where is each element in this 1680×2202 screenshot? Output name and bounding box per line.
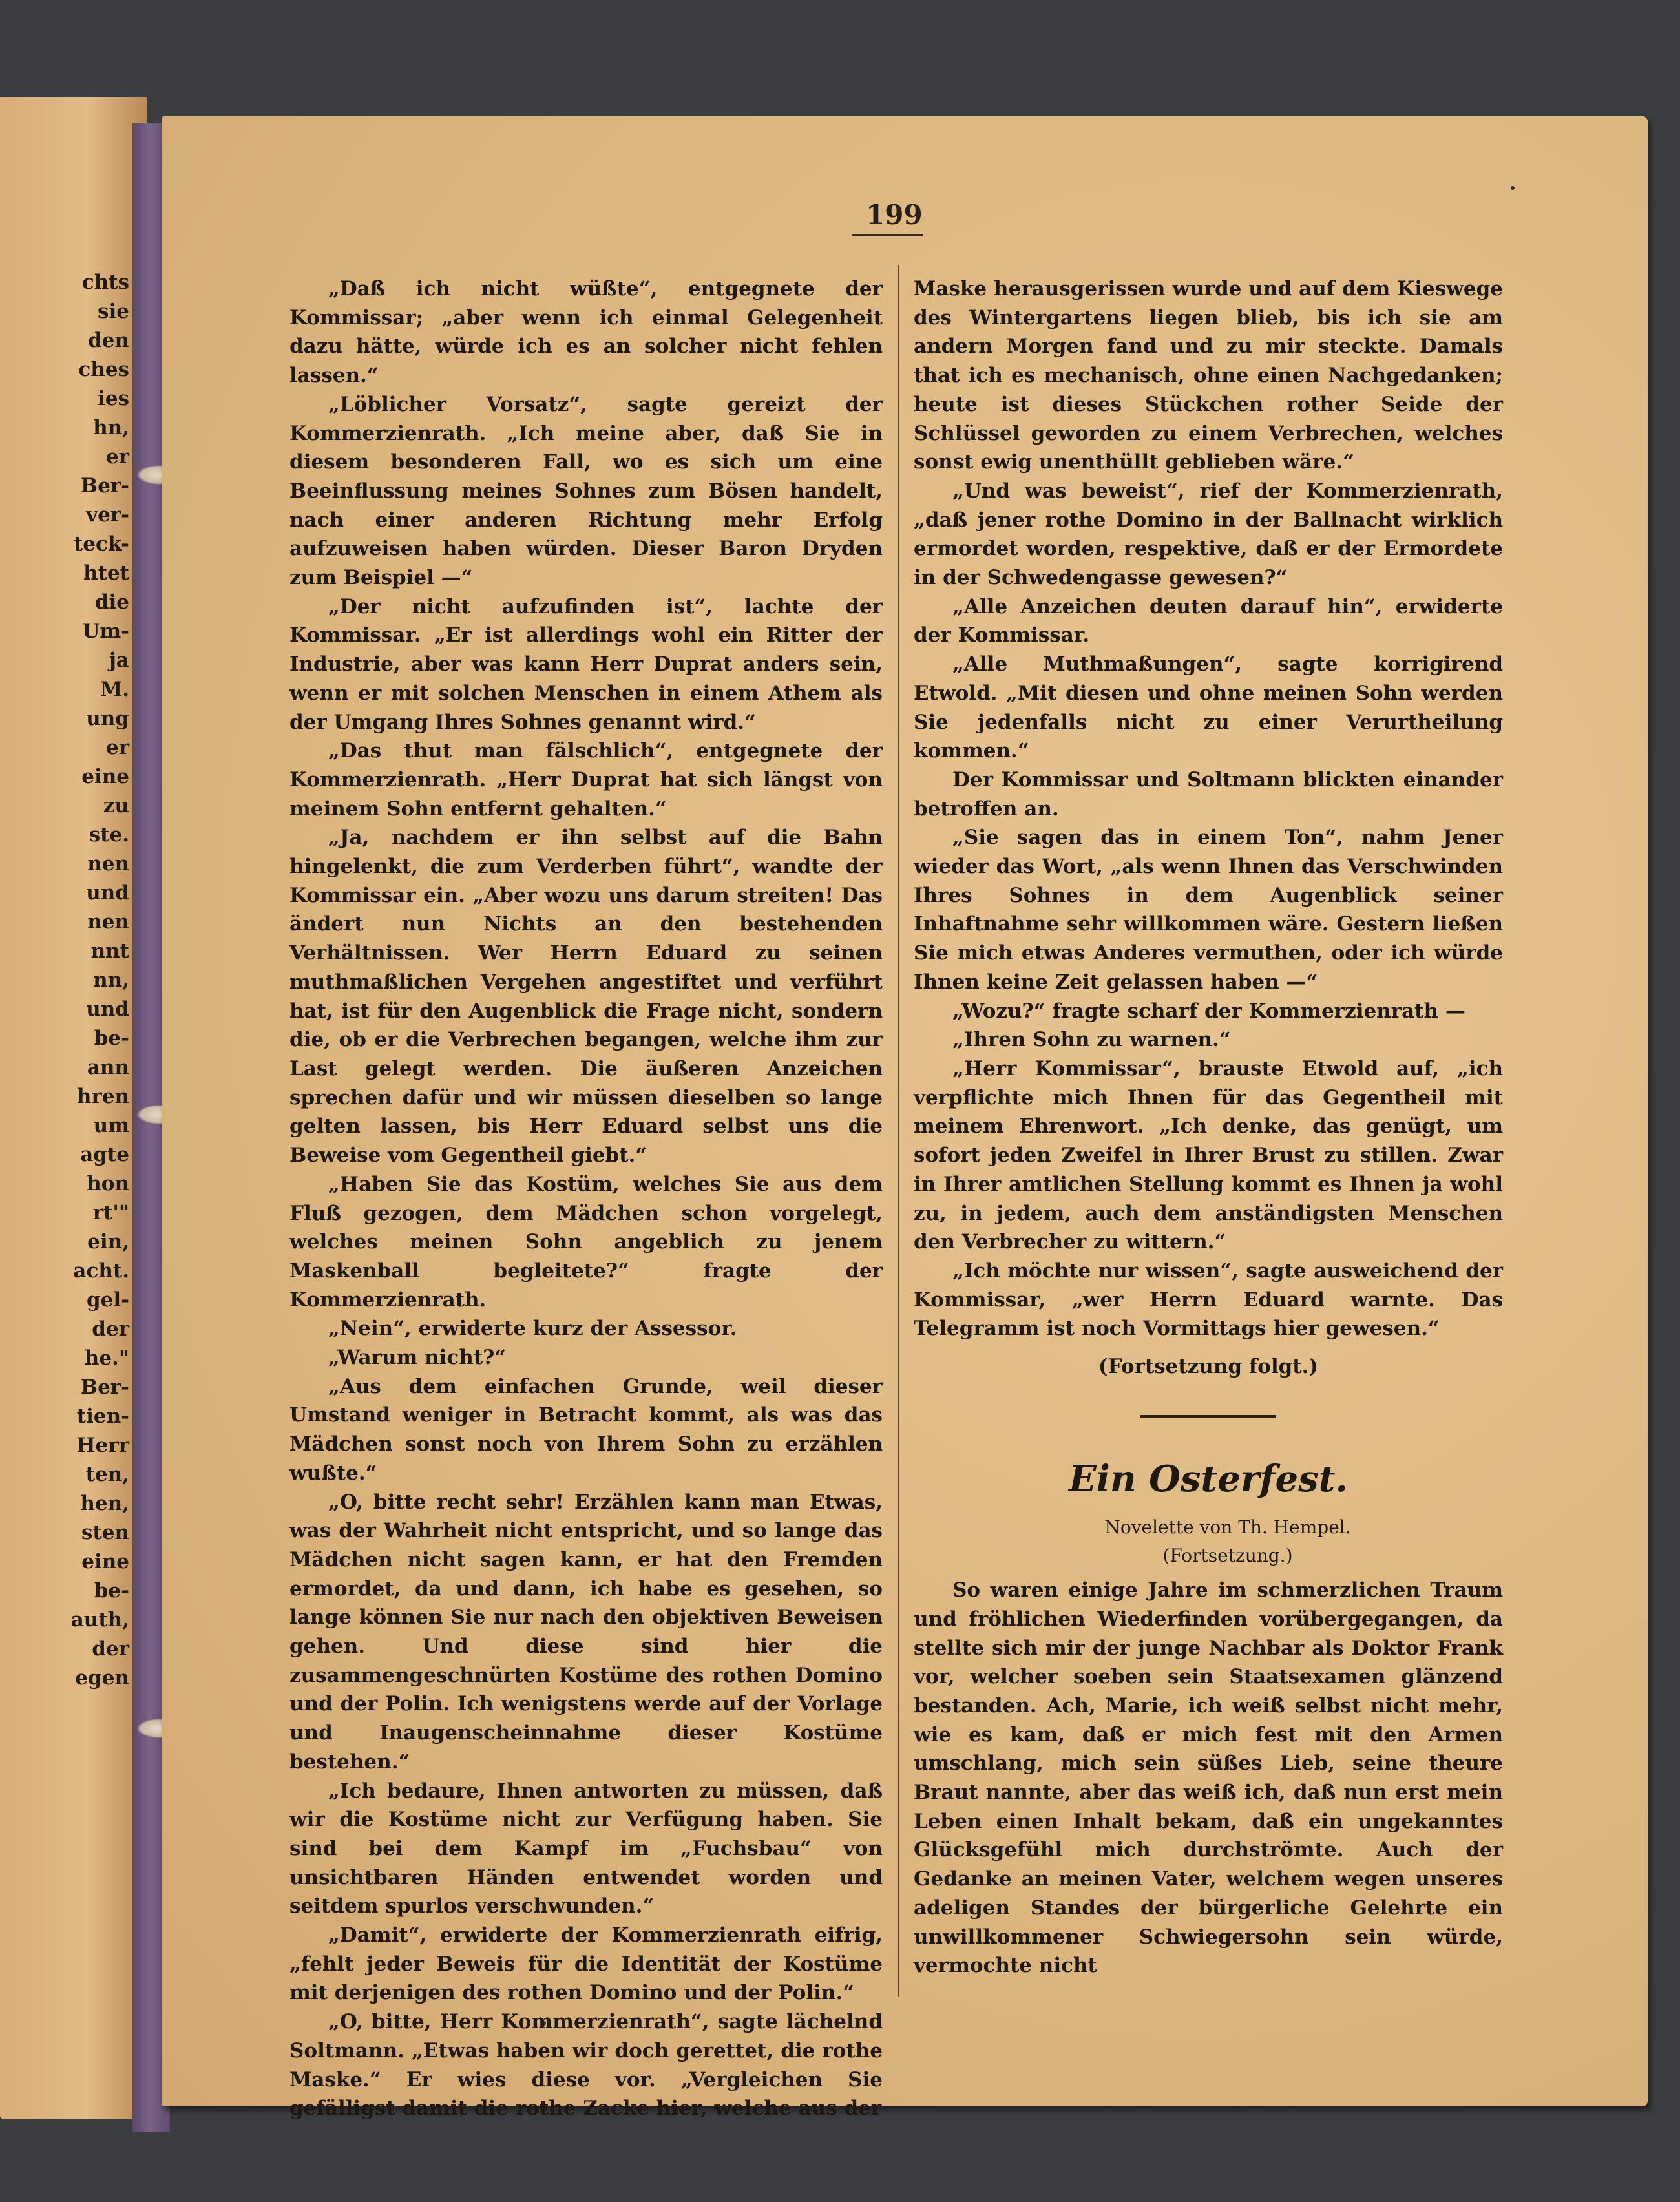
- left-margin-fragment: nen: [87, 910, 129, 934]
- left-margin-fragment: eine: [81, 1550, 129, 1573]
- section-rule: [1140, 1415, 1276, 1418]
- left-margin-fragment: he.": [84, 1347, 129, 1370]
- left-margin-fragment: ten,: [85, 1463, 129, 1486]
- paragraph: „Nein“, erwiderte kurz der Assessor.: [328, 1317, 737, 1341]
- left-margin-fragment: hon: [87, 1172, 129, 1195]
- left-margin-column: [0, 268, 129, 1693]
- continuation-note: (Fortsetzung folgt.): [1098, 1355, 1319, 1379]
- page-speck: [1511, 186, 1515, 190]
- left-margin-fragment: Herr: [76, 1434, 129, 1457]
- paragraph-continued: Maske herausgerissen wurde und auf dem Kieswege des Wintergartens liegen blieb, bis ich sie am andern Morgen fand und zu mir steckte. Damals that ich es mechanisch, ohne einen Nachgedanken; heute ist dieses Stückchen rother Seide der Schlüssel geworden zu einem Verbrechen, welches sonst ewig unenthüllt geblieben wäre.“: [914, 277, 1503, 474]
- left-margin-fragment: und: [86, 998, 129, 1021]
- left-margin-fragment: nnt: [90, 939, 129, 963]
- paragraph: „Wozu?“ fragte scharf der Kommerzienrath —: [952, 999, 1465, 1023]
- left-margin-fragment: M.: [100, 678, 129, 701]
- left-margin-fragment: acht.: [73, 1259, 129, 1283]
- left-margin-fragment: tien-: [76, 1405, 129, 1428]
- left-margin-fragment: Um-: [82, 620, 129, 643]
- left-margin-fragment: be-: [94, 1027, 129, 1050]
- story-byline: Novelette von Th. Hempel.: [1104, 1516, 1351, 1538]
- paragraph: „Alle Muthmaßungen“, sagte korrigirend Etwold. „Mit diesen und ohne meinen Sohn werden Sie jedenfalls nicht zu einer Verurtheilung kommen.“: [914, 653, 1503, 763]
- left-margin-fragment: gel-: [86, 1288, 129, 1312]
- left-margin-fragment: rt'": [92, 1201, 129, 1224]
- story-title: Ein Osterfest.: [1068, 1457, 1349, 1500]
- left-margin-fragment: hen,: [80, 1492, 129, 1515]
- left-margin-fragment: ste.: [89, 823, 129, 846]
- paragraph: „Ja, nachdem er ihn selbst auf die Bahn hingelenkt, die zum Verderben führt“, wandte der Kommissar ein. „Aber wozu uns darum streiten! Das ändert nun Nichts an den bestehenden Verhältnissen. Wer Herrn Eduard zu seinen muthmaßlichen Vergehen angestiftet und verführt hat, ist für den Augenblick die Frage nicht, sondern die, ob er die Verbrechen begangen, welche ihm zur Last gelegt werden. Die äußeren Anzeichen sprechen dafür und wir müssen dieselben so lange gelten lassen, bis Herr Eduard selbst uns die Beweise vom Gegentheil giebt.“: [289, 826, 883, 1168]
- left-margin-fragment: die: [94, 591, 129, 614]
- left-margin-fragment: er: [105, 736, 129, 759]
- left-margin-fragment: zu: [103, 794, 129, 817]
- left-margin-fragment: chts: [81, 271, 129, 294]
- paragraph: „Haben Sie das Kostüm, welches Sie aus dem Fluß gezogen, dem Mädchen schon vorgelegt, welches meinen Sohn angeblich zu jenem Maskenball begleitete?“ fragte der Kommerzienrath.: [289, 1172, 883, 1312]
- left-margin-fragment: ann: [87, 1056, 129, 1079]
- left-margin-fragment: ein,: [87, 1230, 129, 1253]
- column-divider: [898, 265, 899, 1997]
- left-margin-fragment: agte: [80, 1143, 129, 1166]
- paragraph: „Und was beweist“, rief der Kommerzienrath, „daß jener rothe Domino in der Ballnacht wirklich ermordet worden, respektive, daß er der Ermordete in der Schwedengasse gewesen?“: [914, 479, 1503, 590]
- paragraph: „Warum nicht?“: [328, 1346, 507, 1370]
- paragraph: „Der nicht aufzufinden ist“, lachte der Kommissar. „Er ist allerdings wohl ein Ritter der Industrie, aber was kann Herr Duprat anders sein, wenn er mit solchen Menschen in einem Athem als der Umgang Ihres Sohnes genannt wird.“: [289, 594, 883, 734]
- left-margin-fragment: auth,: [70, 1608, 129, 1631]
- left-page: [0, 97, 147, 2119]
- left-margin-fragment: und: [86, 881, 129, 905]
- left-margin-fragment: htet: [83, 561, 129, 585]
- left-margin-fragment: ung: [86, 707, 129, 730]
- paragraph: „O, bitte, Herr Kommerzienrath“, sagte lächelnd Soltmann. „Etwas haben wir doch gerettet, die rothe Maske.“ Er wies diese vor. „Vergleichen Sie gefälligst damit die rothe Zacke hier, welche aus der: [289, 2010, 883, 2121]
- left-margin-fragment: der: [92, 1637, 129, 1661]
- left-margin-fragment: egen: [75, 1666, 129, 1690]
- right-column: [914, 275, 1503, 1980]
- paragraph: „Ich bedaure, Ihnen antworten zu müssen, daß wir die Kostüme nicht zur Verfügung haben. Sie sind bei dem Kampf im „Fuchsbau“ von unsichtbaren Händen entwendet worden und seitdem spurlos verschwunden.“: [289, 1779, 883, 1918]
- left-margin-fragment: Ber-: [80, 474, 129, 498]
- left-margin-fragment: sten: [81, 1521, 129, 1544]
- left-margin-fragment: be-: [94, 1579, 129, 1602]
- left-margin-fragment: ja: [109, 649, 129, 672]
- story-paragraph: So waren einige Jahre im schmerzlichen Traum und fröhlichen Wiederfinden vorübergegangen, da stellte sich mir der junge Nachbar als Doktor Frank vor, welcher soeben sein Staatsexamen glänzend bestanden. Ach, Marie, ich weiß selbst nicht mehr, wie es kam, daß er mich fest mit den Armen umschlang, mich sein süßes Lieb, seine theure Braut nannte, aber das weiß ich, daß nun erst mein Leben einen Inhalt bekam, daß ein ungekanntes Glücksgefühl mich durchströmte. Auch der Gedanke an meinen Vater, welchem wegen unseres adeligen Standes der bürgerliche Gelehrte ein unwillkommener Schwiegersohn sein würde, vermochte nicht: [914, 1578, 1503, 1978]
- paragraph: „Löblicher Vorsatz“, sagte gereizt der Kommerzienrath. „Ich meine aber, daß Sie in diesem besonderen Fall, wo es sich um eine Beeinflussung meines Sohnes zum Bösen handelt, nach einer anderen Richtung mehr Erfolg aufzuweisen haben würden. Dieser Baron Dryden zum Beispiel —“: [289, 392, 883, 590]
- paragraph: Der Kommissar und Soltmann blickten einander betroffen an.: [914, 768, 1503, 821]
- left-margin-fragment: nen: [87, 852, 129, 876]
- left-margin-fragment: um: [93, 1114, 129, 1137]
- left-margin-fragment: ches: [78, 358, 129, 381]
- paragraph: „Ich möchte nur wissen“, sagte ausweichend der Kommissar, „wer Herrn Eduard warnte. Das Telegramm ist noch Vormittags hier gewesen.“: [914, 1259, 1503, 1341]
- paragraph: „Ihren Sohn zu warnen.“: [952, 1028, 1231, 1052]
- left-margin-fragment: der: [92, 1317, 129, 1341]
- left-margin-fragment: ies: [98, 387, 129, 410]
- left-margin-fragment: nn,: [93, 969, 129, 992]
- left-column: [289, 275, 883, 2123]
- left-margin-fragment: sie: [98, 300, 129, 323]
- paragraph: „O, bitte recht sehr! Erzählen kann man Etwas, was der Wahrheit nicht entspricht, und so lange das Mädchen nicht sagen kann, er hat den Fremden ermordet, da und dann, ich habe es gesehen, so lange können Sie nur nach den objektiven Beweisen gehen. Und diese sind hier die zusammengeschnürten Kostüme des rothen Domino und der Polin. Ich wenigstens werde auf der Vorlage und Inaugenscheinnahme dieser Kostüme bestehen.“: [289, 1490, 883, 1774]
- paragraph: „Damit“, erwiderte der Kommerzienrath eifrig, „fehlt jeder Beweis für die Identität der Kostüme mit derjenigen des rothen Domino und der Polin.“: [289, 1924, 883, 2005]
- paragraph: „Daß ich nicht wüßte“, entgegnete der Kommissar; „aber wenn ich einmal Gelegenheit dazu hätte, würde ich es an solcher nicht fehlen lassen.“: [289, 277, 883, 388]
- paragraph: „Alle Anzeichen deuten darauf hin“, erwiderte der Kommissar.: [914, 594, 1503, 647]
- left-margin-fragment: den: [88, 329, 129, 352]
- paragraph: „Das thut man fälschlich“, entgegnete der Kommerzienrath. „Herr Duprat hat sich längst von meinem Sohn entfernt gehalten.“: [289, 739, 883, 821]
- left-margin-fragment: eine: [81, 765, 129, 788]
- left-margin-fragment: hren: [76, 1085, 129, 1108]
- paragraph: „Herr Kommissar“, brauste Etwold auf, „ich verpflichte mich Ihnen für das Gegentheil mit meinem Ehrenwort. „Ich denke, das genügt, um sofort jeden Zweifel in Ihrer Brust zu stillen. Zwar in Ihrer amtlichen Stellung kommt es Ihnen ja wohl zu, in jedem, auch dem anständigsten Menschen den Verbrecher zu wittern.“: [914, 1056, 1503, 1254]
- page-number-rule: [852, 234, 923, 236]
- left-margin-fragment: er: [105, 445, 129, 468]
- left-margin-fragment: hn,: [93, 416, 129, 439]
- story-continued-label: (Fortsetzung.): [1162, 1545, 1293, 1567]
- paragraph: „Sie sagen das in einem Ton“, nahm Jener wieder das Wort, „als wenn Ihnen das Verschwinden Ihres Sohnes in dem Augenblick seiner Inhaftnahme sehr willkommen wäre. Gestern ließen Sie mich etwas Anderes vermuthen, oder ich würde Ihnen keine Zeit gelassen haben —“: [914, 826, 1503, 994]
- page-number: 199: [866, 199, 923, 231]
- paragraph: „Aus dem einfachen Grunde, weil dieser Umstand weniger in Betracht kommt, als was das Mädchen sonst noch von Ihrem Sohn zu erzählen wußte.“: [289, 1374, 883, 1485]
- left-margin-fragment: Ber-: [80, 1376, 129, 1399]
- left-margin-fragment: ver-: [86, 503, 129, 527]
- left-margin-fragment: teck-: [73, 532, 129, 556]
